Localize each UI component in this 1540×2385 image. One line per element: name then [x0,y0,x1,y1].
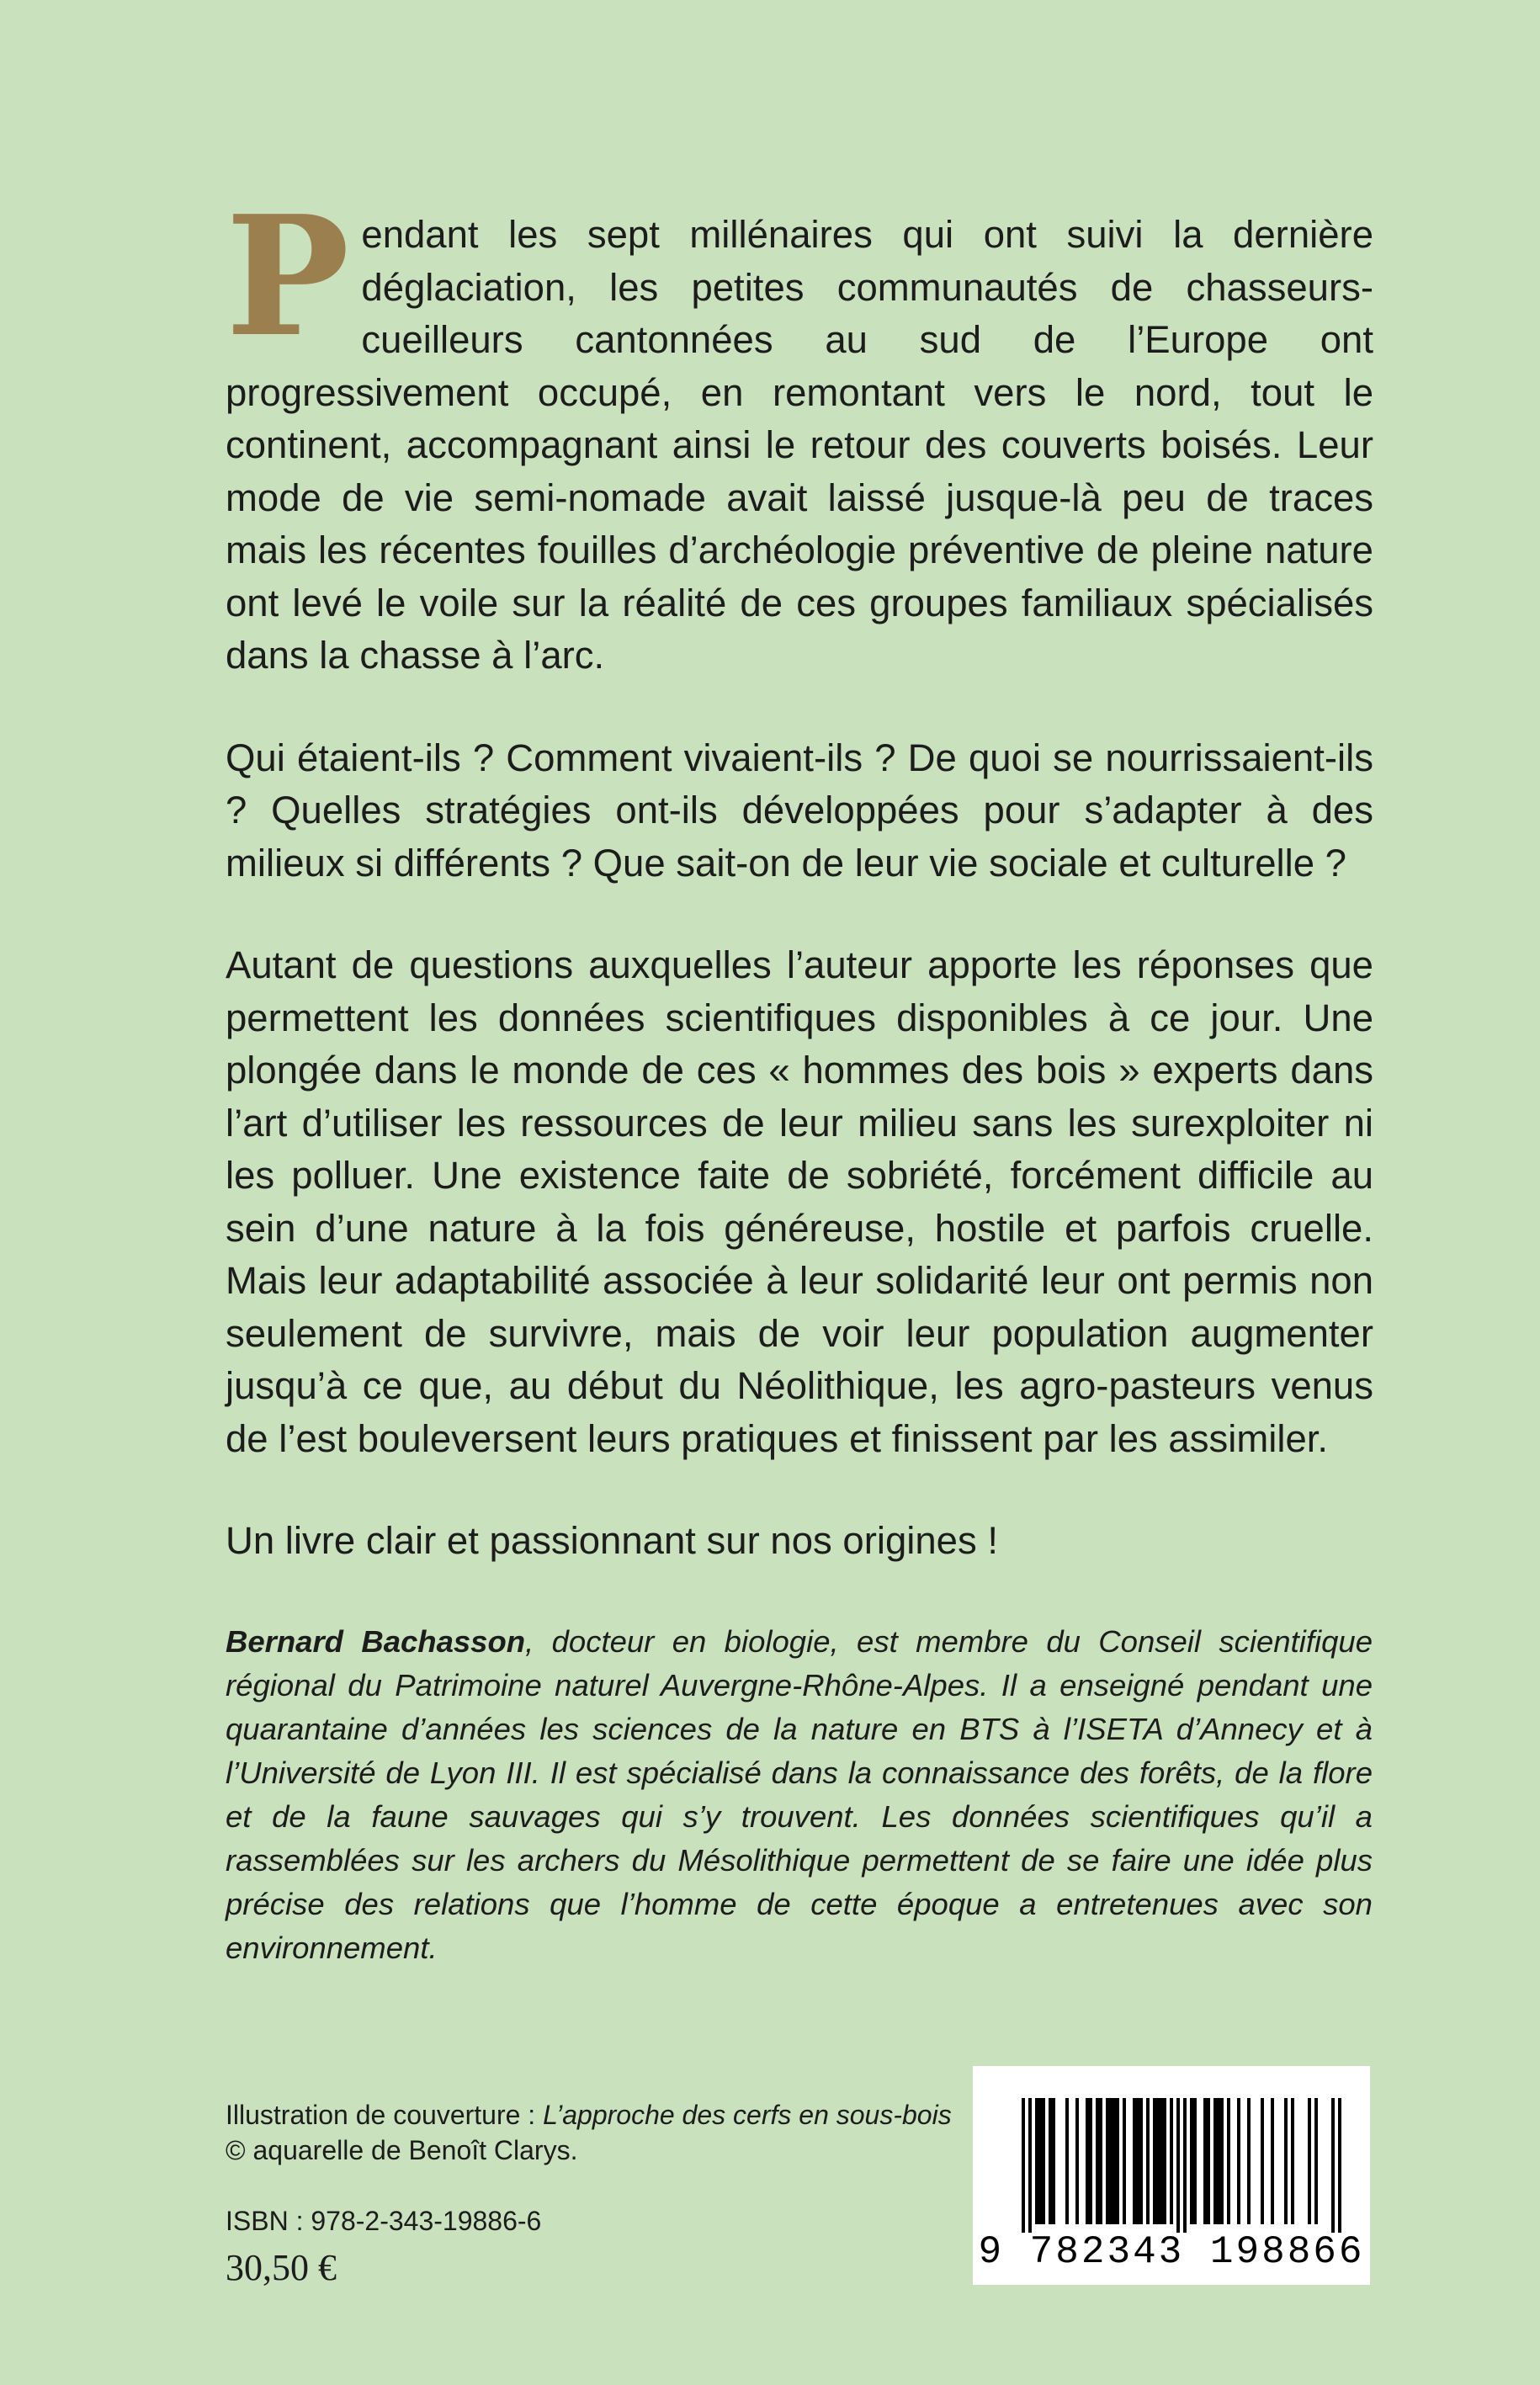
barcode-bar [1028,2098,1032,2233]
barcode-bar [1163,2098,1166,2224]
barcode-bar [1291,2098,1294,2224]
barcode-bar [1086,2098,1089,2224]
barcode-bar [1237,2098,1240,2224]
barcode-bar [1042,2098,1045,2224]
price: 30,50 € [226,2247,337,2288]
barcode-bar [1038,2098,1042,2224]
barcode-bar [1284,2098,1288,2224]
barcode-bar [1271,2098,1274,2224]
barcode-bar [1113,2098,1116,2224]
barcode-bar [1193,2098,1197,2224]
barcode-bar [1338,2098,1341,2233]
barcode-bar [1123,2098,1126,2224]
barcode-bar [1213,2098,1217,2224]
barcode-bar [1022,2098,1025,2233]
barcode-bar [1331,2098,1335,2233]
barcode-bar [1133,2098,1136,2224]
barcode-bar [1203,2098,1207,2224]
barcode-bar [1227,2098,1230,2224]
copyright-line: © aquarelle de Benoît Clarys. [226,2135,578,2165]
barcode-bar [1261,2098,1264,2224]
barcode-bar [1116,2098,1119,2224]
author-name: Bernard Bachasson [226,1624,526,1659]
illustration-credit [226,2097,952,2133]
barcode-bar [1049,2098,1052,2224]
barcode-bar [1314,2098,1318,2224]
barcode-bar [1075,2098,1079,2224]
barcode-bar [1052,2098,1055,2224]
barcode-bar [1156,2098,1160,2224]
barcode-bar [1170,2098,1173,2224]
barcode [973,2066,1370,2285]
barcode-bar [1217,2098,1220,2224]
barcode-bar [1190,2098,1193,2224]
illustration-title: L’approche des cerfs en sous-bois [543,2100,952,2130]
barcode-bar [1183,2098,1187,2233]
tagline: Un livre clair et passionnant sur nos origines ! [226,1519,999,1562]
barcode-bar [1146,2098,1150,2224]
barcode-bar [1308,2098,1311,2224]
barcode-bars [973,2066,1370,2234]
barcode-bar [1247,2098,1251,2224]
barcode-bar [1160,2098,1163,2224]
barcode-bar [1109,2098,1113,2224]
author-bio [226,1620,1373,1970]
barcode-bar [1136,2098,1139,2224]
barcode-bar [1099,2098,1102,2224]
barcode-bar [1220,2098,1224,2224]
barcode-bar [1207,2098,1210,2224]
cover-credits [226,2097,952,2168]
barcode-digits: 9 782343 198866 [978,2230,1365,2274]
description-paragraph-1: Pendant les sept millénaires qui ont suivi la dernière déglaciation, les petites communautés de chasseurs-cueilleurs cantonnées au sud de l’Europe ont progressivement occupé, en remontant vers le nord, tout le continent, accompagnant ainsi le retour des couverts boisés. Leur mode de vie semi-nomade avait laissé jusque-là peu de traces mais les récentes fouilles d’archéologie préventive de pleine nature ont levé le voile sur la réalité de ces groupes familiaux spécialisés dans la chasse à l’arc. [226,180,1373,677]
barcode-bar [1153,2098,1156,2224]
illustration-label: Illustration de couverture : [226,2100,544,2130]
description-paragraph-3: Autant de questions auxquelles l’auteur apporte les réponses que permettent les données scientifiques disponibles à ce jour. Une plongée dans le monde de ces « hommes des bois » experts dans l’art d’utiliser les ressources de leur milieu sans les surexploiter ni les polluer. Une existence faite de sobriété, forcément difficile au sein d’une nature à la fois généreuse, hostile et parfois cruelle. Mais leur adaptabilité associée à leur solidarité leur ont permis non seulement de survivre, mais de voir leur population augmenter jusqu’à ce que, au début du Néolithique, les agro-pasteurs venus de l’est bouleversent leurs pratiques et finissent par les assimiler. [226,943,1373,1460]
barcode-bar [1106,2098,1109,2224]
barcode-bar [1139,2098,1143,2224]
barcode-bar [1089,2098,1092,2224]
book-description [226,180,1373,1568]
isbn: ISBN : 978-2-343-19886-6 [226,2206,542,2236]
barcode-bar [1065,2098,1069,2224]
barcode-bar [1035,2098,1038,2224]
author-bio-text: , docteur en biologie, est membre du Conseil scientifique régional du Patrimoine naturel Auvergne-Rhône-Alpes. Il a enseigné pendant une quarantaine d’années les sciences de la nature en BTS à l’ISETA d’Annecy et à l’Université de Lyon III. Il est spécialisé dans la connaissance des forêts, de la flore et de la faune sauvages qui s’y trouvent. Les données scientifiques qu’il a rassemblées sur les archers du Mésolithique permettent de se faire une idée plus précise des relations que l’homme de cette époque a entretenues avec son environnement. [226,1624,1373,1965]
barcode-bar [1096,2098,1099,2224]
description-paragraph-2: Qui étaient-ils ? Comment vivaient-ils ? De quoi se nourrissaient-ils ? Quelles stratégies ont-ils développées pour s’adapter à des milieux si différents ? Que sait-on de leur vie sociale et culturelle ? [226,736,1373,884]
barcode-bar [1176,2098,1180,2233]
